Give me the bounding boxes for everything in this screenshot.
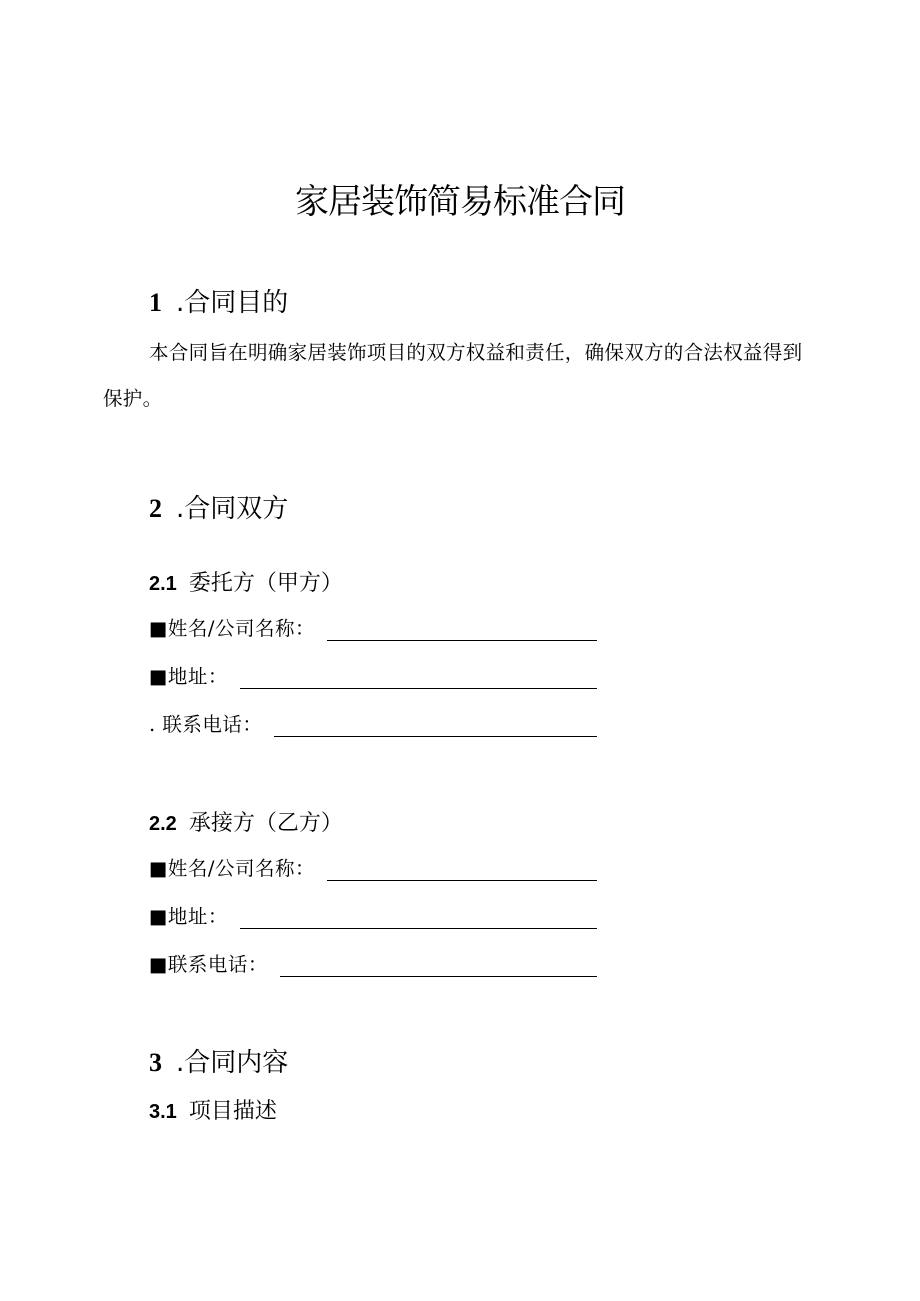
section-1-number: 1 xyxy=(149,288,162,317)
party-b-address-field xyxy=(149,898,597,932)
section-2-2-number: 2.2 xyxy=(149,813,177,835)
party-b-address-blank[interactable] xyxy=(240,906,597,929)
party-b-name-field xyxy=(149,850,597,884)
party-a-phone-field xyxy=(149,706,597,740)
party-a-phone-label: . 联系电话： xyxy=(149,713,263,736)
section-2-1-title: 委托方（甲方） xyxy=(188,571,343,596)
document-title: 家居装饰简易标准合同 xyxy=(295,182,625,222)
party-b-name-label: ■姓名/公司名称： xyxy=(149,857,315,880)
section-3-1-number: 3.1 xyxy=(149,1101,177,1123)
section-3-heading xyxy=(149,1045,288,1081)
party-a-name-field xyxy=(149,610,597,644)
section-3-1-title: 项目描述 xyxy=(188,1099,277,1124)
section-1-title: .合同目的 xyxy=(176,288,289,318)
party-b-phone-field xyxy=(149,946,597,980)
party-a-address-blank[interactable] xyxy=(240,666,597,689)
party-b-name-blank[interactable] xyxy=(327,858,597,881)
party-a-name-label: ■姓名/公司名称： xyxy=(149,617,315,640)
party-a-address-field xyxy=(149,658,597,692)
party-b-address-label: ■地址： xyxy=(149,905,228,928)
section-2-1-heading xyxy=(149,568,343,600)
section-2-title: .合同双方 xyxy=(176,494,289,524)
section-2-heading xyxy=(149,491,288,527)
section-1-heading xyxy=(149,285,288,321)
party-b-phone-label: ■联系电话： xyxy=(149,953,268,976)
section-2-number: 2 xyxy=(149,494,162,523)
party-a-name-blank[interactable] xyxy=(327,618,597,641)
section-2-2-heading xyxy=(149,808,343,840)
section-3-title: .合同内容 xyxy=(176,1048,289,1078)
section-2-1-number: 2.1 xyxy=(149,573,177,595)
section-1-paragraph: 本合同旨在明确家居装饰项目的双方权益和责任，确保双方的合法权益得到保护。 xyxy=(103,341,803,410)
section-2-2-title: 承接方（乙方） xyxy=(188,811,343,836)
section-3-1-heading xyxy=(149,1096,277,1128)
party-a-address-label: ■地址： xyxy=(149,665,228,688)
party-b-phone-blank[interactable] xyxy=(280,954,597,977)
party-a-phone-blank[interactable] xyxy=(274,714,597,737)
section-3-number: 3 xyxy=(149,1048,162,1077)
